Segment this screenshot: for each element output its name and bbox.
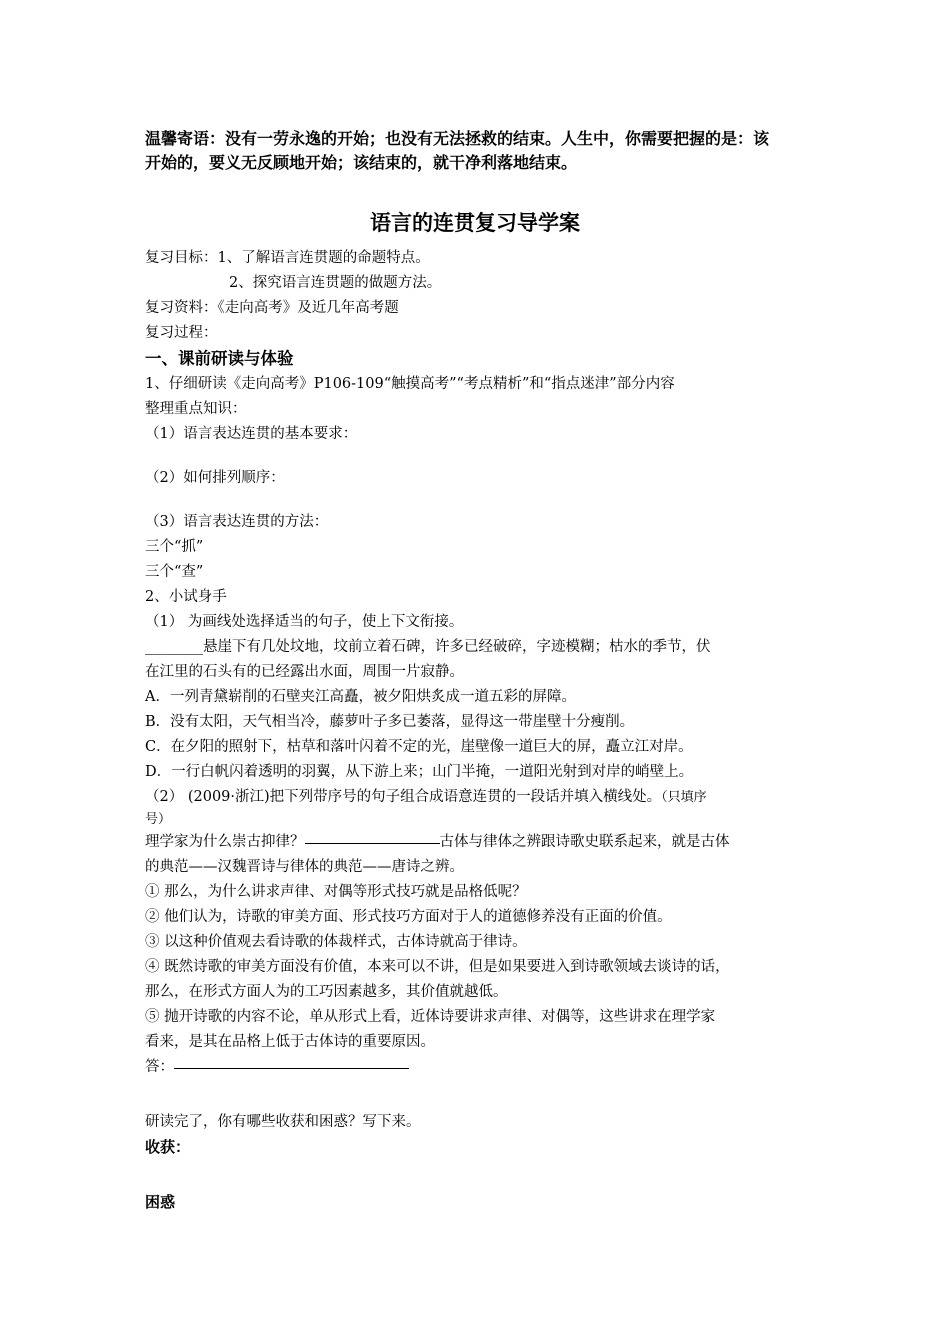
page-title: 语言的连贯复习导学案 [370,211,580,235]
motto [145,127,815,175]
sentence-4-line-2: 那么，在形式方面人为的工巧因素越多，其价值就越低。 [145,984,508,1000]
practice2-stem: （2） (2009·浙江)把下列带序号的句子组合成语意连贯的一段话并填入横线处。（只填序 [145,789,707,805]
motto-line-1: 温馨寄语：没有一劳永逸的开始；也没有无法拯救的结束。人生中，你需要把握的是：该 [145,129,770,148]
answer-blank[interactable] [174,1067,409,1069]
gains-label: 收获： [145,1138,191,1156]
practice1-blank: ________ [145,639,203,655]
sentence-2: ② 他们认为，诗歌的审美方面、形式技巧方面对于人的道德修养没有正面的价值。 [145,909,672,925]
question-basic-requirements: （1）语言表达连贯的基本要求： [145,426,358,442]
doubts-label: 困惑 [145,1193,176,1211]
sentence-5-line-2: 看来，是其在品格上低于古体诗的重要原因。 [145,1034,435,1050]
answer-line [145,1055,820,1080]
process-label: 复习过程： [145,325,218,341]
practice1-passage-line-1 [145,635,820,660]
question-methods: （3）语言表达连贯的方法： [145,514,329,530]
sentence-1: ① 那么，为什么讲求声律、对偶等形式技巧就是品格低呢？ [145,884,527,900]
practice2-answer-blank[interactable] [305,842,440,844]
option-d: D．一行白帆闪着透明的羽翼，从下游上来；山门半掩，一道阳光射到对岸的峭壁上。 [145,764,694,780]
sentence-5-line-1: ⑤ 抛开诗歌的内容不论，单从形式上看，近体诗要讲求声律、对偶等，这些讲求在理学家 [145,1009,716,1025]
practice-label: 2、小试身手 [145,589,227,605]
task1-line-1: 1、仔细研读《走向高考》P106-109“触摸高考”“考点精析”和“指点迷津”部分内容 [145,376,675,392]
reflection-prompt: 研读完了，你有哪些收获和困惑？写下来。 [145,1114,421,1130]
three-grab: 三个“抓” [145,539,204,555]
practice1-passage-line-2: 在江里的石头有的已经露出水面，周围一片寂静。 [145,664,464,680]
three-check: 三个“查” [145,564,204,580]
sentence-4-line-1: ④ 既然诗歌的审美方面没有价值，本来可以不讲，但是如果要进入到诗歌领域去谈诗的话， [145,959,730,975]
question-ordering: （2）如何排列顺序： [145,470,285,486]
practice2-text-line-1: 理学家为什么崇古抑律？ 古体与律体之辨跟诗歌史联系起来，就是古体 [145,834,730,850]
answer-label: 答： [145,1059,174,1075]
option-c: C．在夕阳的照射下，枯草和落叶闪着不定的光，崖壁像一道巨大的屏，矗立江对岸。 [145,739,693,755]
goals-item-2: 2、探究语言连贯题的做题方法。 [229,275,442,291]
practice2-text-line-2: 的典范——汉魏晋诗与律体的典范——唐诗之辨。 [145,859,464,875]
sentence-3: ③ 以这种价值观去看诗歌的体裁样式，古体诗就高于律诗。 [145,934,527,950]
section-heading: 一、课前研读与体验 [145,349,294,368]
motto-line-2: 开始的，要义无反顾地开始；该结束的，就干净利落地结束。 [145,153,578,172]
document-body [145,246,820,1215]
practice2-note: （只填序 [661,790,707,805]
goals-item-1: 复习目标：1、了解语言连贯题的命题特点。 [145,250,430,266]
task1-line-2: 整理重点知识： [145,401,247,417]
option-a: A．一列青黛崭削的石壁夹江高矗，被夕阳烘炙成一道五彩的屏障。 [145,689,576,705]
practice1-passage-text: 悬崖下有几处坟地，坟前立着石碑，许多已经破碎，字迹模糊；枯水的季节，伏 [203,639,711,655]
practice2-note-cont: 号） [145,812,172,827]
practice1-stem: （1） 为画线处选择适当的句子，使上下文衔接。 [145,614,464,630]
materials: 复习资料：《走向高考》及近几年高考题 [145,300,399,316]
option-b: B．没有太阳，天气相当冷，藤萝叶子多已萎落，显得这一带崖壁十分瘦削。 [145,714,635,730]
